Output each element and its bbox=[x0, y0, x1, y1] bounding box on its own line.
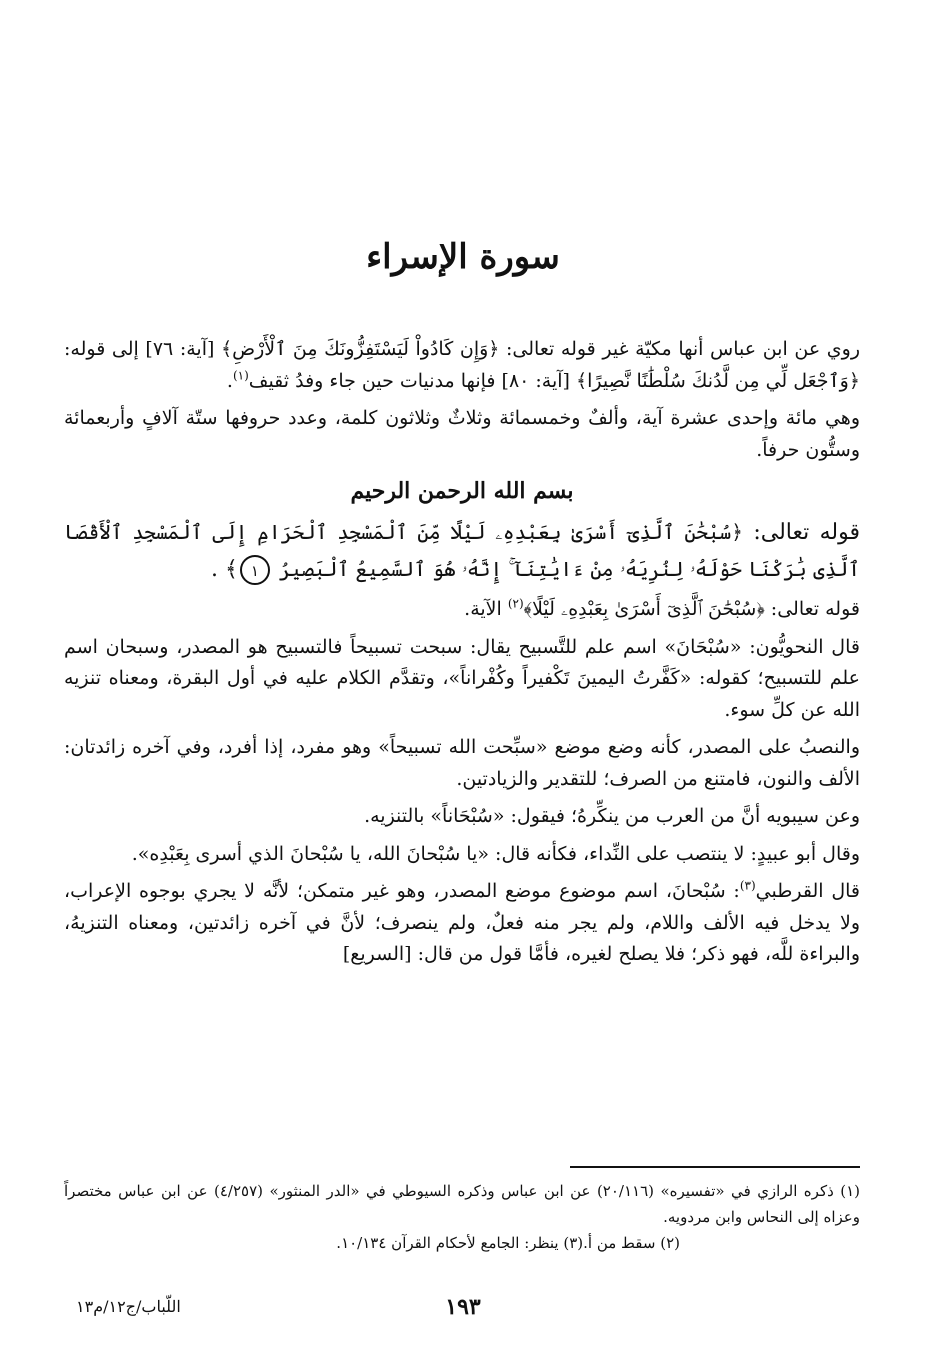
footnote-2: (٢) سقط من أ. bbox=[583, 1234, 680, 1252]
footnote-ref-3: (٣) bbox=[739, 878, 756, 893]
footnote-ref-2: (٢) bbox=[507, 596, 524, 611]
footnotes bbox=[64, 1178, 860, 1256]
paragraph-grammarians: قال النحويُّون: «سُبْحَانَ» اسم علم للتَّسبيح يقال: سبحت تسبيحاً فالتسبيح هو المصدر، وسبحان اسم علم للتسبيح؛ كقوله: «كَفَّرتُ اليمينَ تَكْفيراً وكُفْراناً»، وتقدَّم الكلام عليه في أول البقرة، ومعناه تنزيه الله عن كلِّ سوء. bbox=[64, 635, 860, 721]
opening-verse bbox=[64, 514, 860, 588]
printer-signature: اللّباب/ج١٢/م١٣ bbox=[76, 1297, 181, 1316]
verse-text: ﴿سُبْحَٰنَ ٱلَّذِىٓ أَسْرَىٰ بِعَبْدِهِۦ لَيْلًا مِّنَ ٱلْمَسْجِدِ ٱلْحَرَامِ إِلَى ٱلْمَسْجِدِ ٱلْأَقْصَا ٱلَّذِى بَٰرَكْنَا حَوْلَهُۥ لِنُرِيَهُۥ مِنْ ءَايَٰتِنَآ ۚ إِنَّهُۥ هُوَ ٱلسَّمِيعُ ٱلْبَصِيرُ bbox=[64, 520, 860, 581]
paragraph-accusative: والنصبُ على المصدر، كأنه وضع موضع «سبِّحت الله تسبيحاً» وهو مفرد، إذا أفرد، وفي آخره زائدتان: الألف والنون، فامتنع من الصرف؛ للتقدير والزيادتين. bbox=[64, 736, 860, 790]
intro-text-1: روي عن ابن عباس أنها مكيّة غير قوله تعالى: ﴿وَإِن كَادُواْ لَيَسْتَفِزُّونَكَ مِنَ ٱلْأَرْضِ﴾ [آية: ٧٦] إلى قوله: ﴿وَٱجْعَل لِّي مِن لَّدُنكَ سُلْطَٰنًا نَّصِيرًا﴾ [آية: ٨٠] فإنها مدنيات حين جاء وفدُ ثقيف bbox=[64, 338, 860, 392]
paragraph-verse-quote-text: قوله تعالى: ﴿سُبْحَٰنَ ٱلَّذِىٓ أَسْرَىٰ بِعَبْدِهِۦ لَيْلًا﴾ bbox=[523, 598, 860, 620]
intro-paragraph-1 bbox=[64, 334, 860, 397]
basmala: بسم الله الرحمن الرحيم bbox=[350, 478, 574, 504]
paragraph-verse-quote-end: الآية. bbox=[464, 598, 508, 620]
footnote-ref-1: (١) bbox=[232, 368, 249, 383]
paragraph-abu-ubayd: وقال أبو عبيدٍ: لا ينتصب على النِّداء، فكأنه قال: «يا سُبْحانَ الله، يا سُبْحانَ الذي أسرى بِعَبْدِه». bbox=[131, 842, 860, 865]
intro-text-1-end: . bbox=[226, 369, 233, 392]
footnote-divider bbox=[570, 1166, 860, 1168]
paragraph-verse-quote bbox=[64, 594, 860, 626]
verse-lead: قوله تعالى: bbox=[743, 520, 860, 545]
paragraph-qurtubi-lead: قال القرطبي bbox=[755, 880, 860, 902]
paragraph-qurtubi bbox=[64, 876, 860, 971]
main-text bbox=[64, 334, 860, 977]
surah-title: سورة الإسراء bbox=[366, 237, 560, 277]
paragraph-qurtubi-text: : سُبْحانَ، اسم موضوع موضع المصدر، وهو غير متمكن؛ لأنَّه لا يجري بوجوه الإعراب، ولا يدخل فيه الألف واللام، ولم يجر منه فعلٌ، ولم ينصرف؛ لأنَّ في آخره زائدتين، ومعناه التنزيهُ، والبراءة للَّه، فهو ذكر؛ فلا يصلح لغيره، فأمَّا قول من قال: [السريع] bbox=[64, 880, 860, 965]
ayah-number-marker: ١ bbox=[240, 555, 270, 585]
footnote-3: (٣) ينظر: الجامع لأحكام القرآن ١٠/١٣٤. bbox=[336, 1234, 584, 1252]
footnote-1: (١) ذكره الرازي في «تفسيره» (٢٠/١١٦) عن ابن عباس وذكره السيوطي في «الدر المنثور» (٤/٢٥٧) عن ابن عباس مختصراً وعزاه إلى النحاس وابن مردويه. bbox=[64, 1182, 860, 1226]
intro-paragraph-2: وهي مائة وإحدى عشرة آية، وألفٌ وخمسمائة وثلاثٌ وثلاثون كلمة، وعدد حروفها ستّة آلافٍ وأربعمائة وستُّون حرفاً. bbox=[64, 407, 860, 461]
verse-close: ﴾ . bbox=[210, 557, 238, 582]
page-number: ١٩٣ bbox=[445, 1294, 481, 1320]
footnote-row-2-3 bbox=[64, 1230, 860, 1256]
paragraph-sibawayh: وعن سيبويه أنَّ من العرب من ينكِّرهُ؛ فيقول: «سُبْحَاناً» بالتنزيه. bbox=[364, 805, 860, 827]
